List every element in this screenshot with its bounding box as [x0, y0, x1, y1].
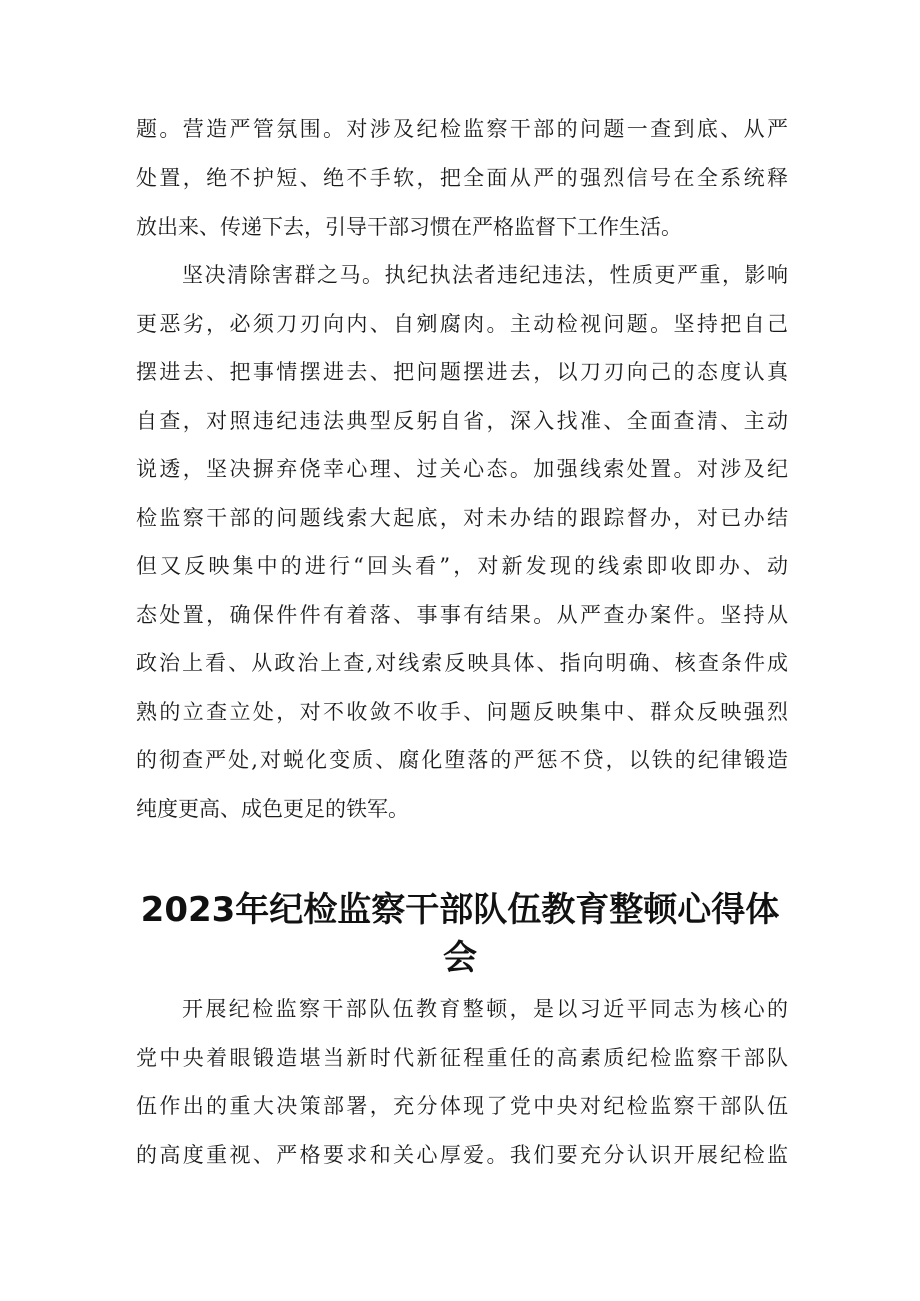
paragraph-line: 放出来、传递下去，引导干部习惯在严格监督下工作生活。 — [136, 215, 682, 239]
paragraph-line: 处置，绝不护短、绝不手软，把全面从严的强烈信号在全系统释 — [136, 166, 788, 190]
paragraph-line: 摆进去、把事情摆进去、把问题摆进去，以刀刃向己的态度认真 — [136, 360, 788, 384]
paragraph-line: 坚决清除害群之马。执纪执法者违纪违法，性质更严重，影响 — [182, 263, 788, 287]
paragraph-line: 但又反映集中的进行“回头看”，对新发现的线索即收即办、动 — [136, 554, 788, 578]
paragraph-line: 自查，对照违纪违法典型反躬自省，深入找准、全面查清、主动 — [136, 409, 788, 433]
paragraph-line: 开展纪检监察干部队伍教育整顿，是以习近平同志为核心的 — [182, 997, 788, 1021]
section-title-line-1: 2023年纪检监察干部队伍教育整顿心得体 — [140, 890, 780, 930]
section-title-line-2: 会 — [443, 938, 477, 978]
paragraph-line: 说透，坚决摒弃侥幸心理、过关心态。加强线索处置。对涉及纪 — [136, 457, 788, 481]
paragraph-line: 政治上看、从政治上查,对线索反映具体、指向明确、核查条件成 — [136, 651, 788, 675]
paragraph-line: 态处置，确保件件有着落、事事有结果。从严查办案件。坚持从 — [136, 603, 788, 627]
paragraph-line: 检监察干部的问题线索大起底，对未办结的跟踪督办，对已办结 — [136, 506, 788, 530]
paragraph-line: 党中央着眼锻造堪当新时代新征程重任的高素质纪检监察干部队 — [136, 1046, 788, 1070]
paragraph-line: 纯度更高、成色更足的铁军。 — [136, 797, 409, 821]
paragraph-line: 的高度重视、严格要求和关心厚爱。我们要充分认识开展纪检监 — [136, 1143, 788, 1167]
paragraph-line: 伍作出的重大决策部署，充分体现了党中央对纪检监察干部队伍 — [136, 1094, 788, 1118]
paragraph-line: 熟的立查立处，对不收敛不收手、问题反映集中、群众反映强烈 — [136, 700, 788, 724]
paragraph-line: 的彻查严处,对蜕化变质、腐化堕落的严惩不贷，以铁的纪律锻造 — [136, 748, 788, 772]
paragraph-line: 更恶劣，必须刀刃向内、自剜腐肉。主动检视问题。坚持把自己 — [136, 312, 788, 336]
paragraph-line: 题。营造严管氛围。对涉及纪检监察干部的问题一查到底、从严 — [136, 117, 788, 141]
